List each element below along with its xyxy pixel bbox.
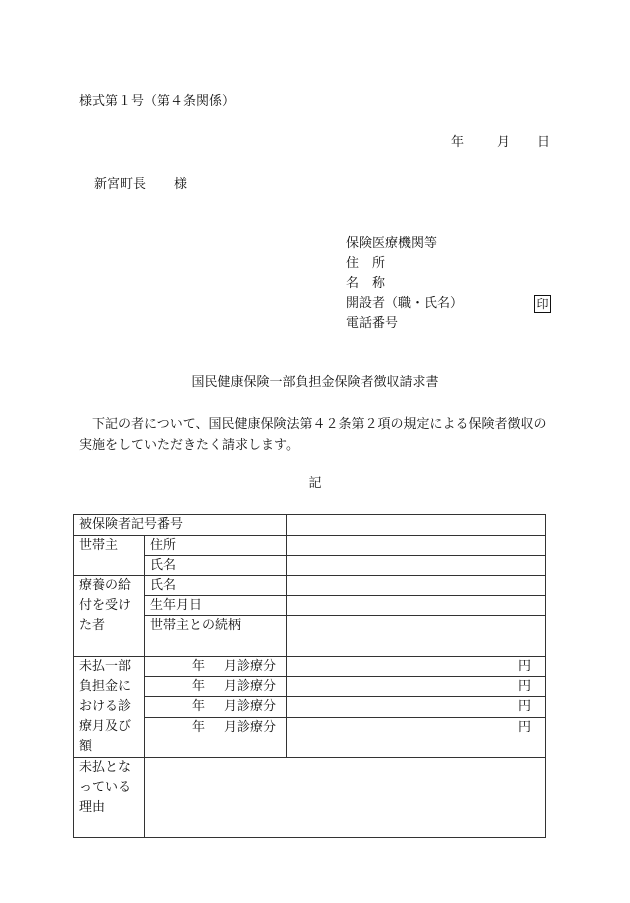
date-line — [451, 134, 550, 152]
table-row — [74, 596, 546, 616]
householder-label: 世帯主 — [74, 536, 145, 576]
date-year: 年 — [450, 135, 464, 150]
reason-field[interactable] — [145, 758, 546, 838]
unpaid-label: 未払一部負担金における診療月及び額 — [74, 657, 145, 758]
table-row — [74, 556, 546, 576]
table-row — [74, 616, 546, 657]
table-row — [74, 515, 546, 536]
month-cell[interactable]: 年 月診療分 — [145, 657, 287, 677]
householder-name-field[interactable] — [287, 556, 546, 576]
addressee-name: 新宮町長 — [94, 177, 147, 192]
recipient-name-field[interactable] — [287, 576, 546, 596]
seal-mark: 印 — [534, 295, 551, 313]
document-title: 国民健康保険一部負担金保険者徴収請求書 — [191, 375, 439, 390]
applicant-founder-row — [346, 294, 551, 314]
amount-cell[interactable]: 円 — [287, 717, 546, 757]
insured-number-label: 被保険者記号番号 — [74, 515, 287, 536]
ki-heading: 記 — [308, 476, 322, 491]
applicant-name: 名 称 — [346, 276, 386, 291]
request-text: 下記の者について、国民健康保険法第４２条第２項の規定による保険者徴収の実施をしていただきたく請求します。 — [79, 417, 547, 453]
applicant-institution: 保険医療機関等 — [346, 236, 438, 251]
amount-cell[interactable]: 円 — [287, 697, 546, 717]
householder-address-field[interactable] — [287, 536, 546, 556]
amount-cell[interactable]: 円 — [287, 677, 546, 697]
applicant-phone: 電話番号 — [346, 316, 399, 331]
table-row — [74, 677, 546, 697]
applicant-block — [346, 234, 551, 334]
date-month: 月 — [496, 135, 510, 150]
table-row — [74, 758, 546, 838]
table-row — [74, 657, 546, 677]
date-day: 日 — [536, 135, 550, 150]
amount-cell[interactable]: 円 — [287, 657, 546, 677]
recipient-label: 療養の給付を受けた者 — [74, 576, 145, 657]
relationship-label: 世帯主との続柄 — [145, 616, 287, 657]
month-cell[interactable]: 年 月診療分 — [145, 717, 287, 757]
relationship-field[interactable] — [287, 616, 546, 657]
month-cell[interactable]: 年 月診療分 — [145, 677, 287, 697]
applicant-address: 住 所 — [346, 256, 386, 271]
addressee — [94, 176, 187, 194]
birthdate-field[interactable] — [287, 596, 546, 616]
table-row — [74, 536, 546, 556]
claim-table — [73, 514, 546, 838]
insured-number-field[interactable] — [287, 515, 546, 536]
table-row — [74, 697, 546, 717]
table-row — [74, 717, 546, 757]
form-number: 様式第１号（第４条関係） — [79, 94, 236, 109]
recipient-name-label: 氏名 — [145, 576, 287, 596]
table-row — [74, 576, 546, 596]
householder-name-label: 氏名 — [145, 556, 287, 576]
reason-label: 未払となっている理由 — [74, 758, 145, 838]
birthdate-label: 生年月日 — [145, 596, 287, 616]
householder-address-label: 住所 — [145, 536, 287, 556]
month-cell[interactable]: 年 月診療分 — [145, 697, 287, 717]
applicant-founder: 開設者（職・氏名） — [346, 296, 464, 311]
addressee-suffix: 様 — [174, 177, 188, 192]
